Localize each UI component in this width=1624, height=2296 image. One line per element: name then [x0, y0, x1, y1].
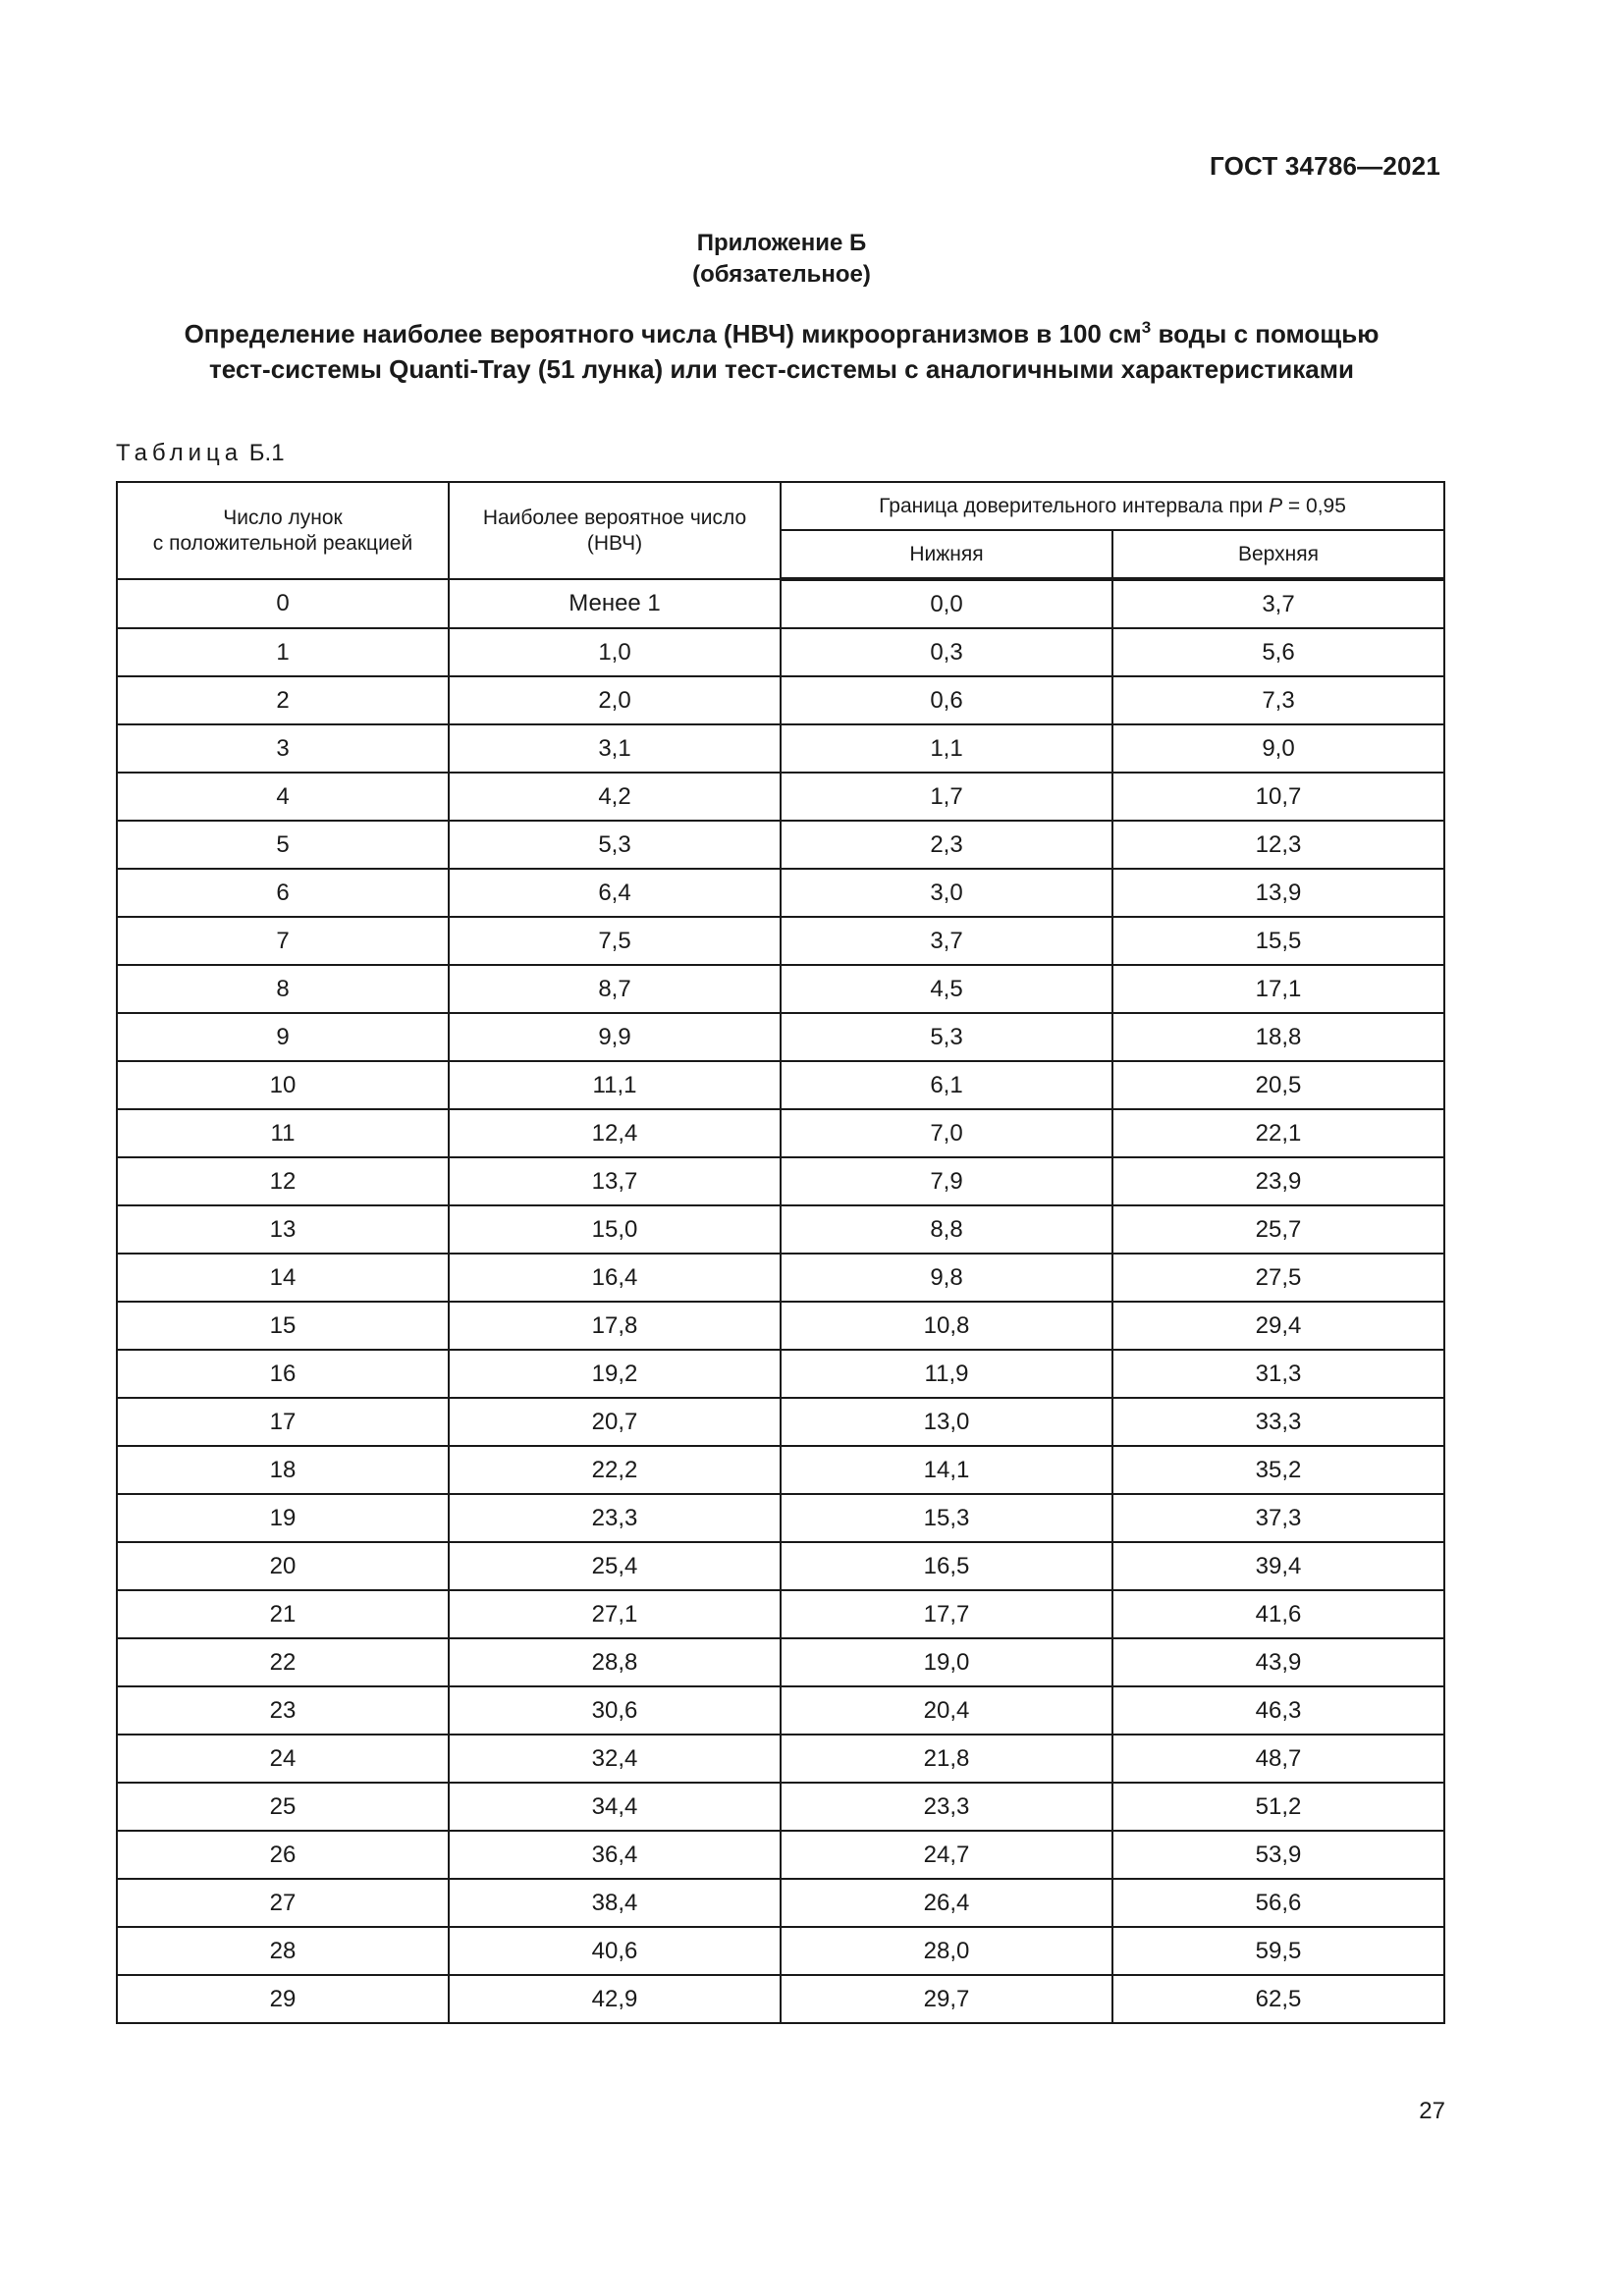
- table-row: [117, 965, 1444, 1013]
- cell-mpn: Менее 1: [449, 579, 781, 628]
- cell-lower-limit: 4,5: [781, 965, 1112, 1013]
- cell-upper-limit: 20,5: [1112, 1061, 1444, 1109]
- cell-mpn: 8,7: [449, 965, 781, 1013]
- cell-mpn: 9,9: [449, 1013, 781, 1061]
- cell-upper-limit: 9,0: [1112, 724, 1444, 773]
- cell-positive-wells: 26: [117, 1831, 449, 1879]
- cell-lower-limit: 29,7: [781, 1975, 1112, 2023]
- table-row: [117, 1254, 1444, 1302]
- table-row: [117, 1927, 1444, 1975]
- cell-upper-limit: 27,5: [1112, 1254, 1444, 1302]
- cell-positive-wells: 19: [117, 1494, 449, 1542]
- cell-mpn: 1,0: [449, 628, 781, 676]
- cell-mpn: 40,6: [449, 1927, 781, 1975]
- cell-positive-wells: 9: [117, 1013, 449, 1061]
- cell-upper-limit: 12,3: [1112, 821, 1444, 869]
- table-row: [117, 1590, 1444, 1638]
- cell-mpn: 17,8: [449, 1302, 781, 1350]
- cell-lower-limit: 0,6: [781, 676, 1112, 724]
- cell-lower-limit: 7,9: [781, 1157, 1112, 1205]
- cell-mpn: 20,7: [449, 1398, 781, 1446]
- cell-lower-limit: 0,0: [781, 579, 1112, 628]
- cell-lower-limit: 8,8: [781, 1205, 1112, 1254]
- cell-upper-limit: 62,5: [1112, 1975, 1444, 2023]
- cell-positive-wells: 3: [117, 724, 449, 773]
- table-row: [117, 1350, 1444, 1398]
- standard-designation: ГОСТ 34786—2021: [1210, 151, 1440, 181]
- table-row: [117, 676, 1444, 724]
- table-row: [117, 869, 1444, 917]
- cell-positive-wells: 18: [117, 1446, 449, 1494]
- cell-positive-wells: 4: [117, 773, 449, 821]
- document-title: [0, 316, 1563, 387]
- cell-lower-limit: 21,8: [781, 1735, 1112, 1783]
- cell-positive-wells: 24: [117, 1735, 449, 1783]
- cell-mpn: 27,1: [449, 1590, 781, 1638]
- cell-mpn: 16,4: [449, 1254, 781, 1302]
- header-ci-suffix: = 0,95: [1282, 494, 1346, 517]
- cell-positive-wells: 20: [117, 1542, 449, 1590]
- cell-upper-limit: 37,3: [1112, 1494, 1444, 1542]
- table-body: [117, 579, 1444, 2023]
- cell-lower-limit: 10,8: [781, 1302, 1112, 1350]
- table-row: [117, 1735, 1444, 1783]
- header-ci-variable: P: [1269, 494, 1283, 517]
- cell-upper-limit: 43,9: [1112, 1638, 1444, 1686]
- cell-mpn: 11,1: [449, 1061, 781, 1109]
- cell-upper-limit: 5,6: [1112, 628, 1444, 676]
- cell-mpn: 25,4: [449, 1542, 781, 1590]
- cell-lower-limit: 14,1: [781, 1446, 1112, 1494]
- cell-positive-wells: 23: [117, 1686, 449, 1735]
- cell-upper-limit: 33,3: [1112, 1398, 1444, 1446]
- cell-mpn: 12,4: [449, 1109, 781, 1157]
- cell-lower-limit: 11,9: [781, 1350, 1112, 1398]
- mpn-table: [116, 481, 1445, 2024]
- cell-lower-limit: 13,0: [781, 1398, 1112, 1446]
- title-line-1: [0, 316, 1563, 351]
- table-row: [117, 773, 1444, 821]
- cell-positive-wells: 15: [117, 1302, 449, 1350]
- cell-mpn: 28,8: [449, 1638, 781, 1686]
- cell-lower-limit: 15,3: [781, 1494, 1112, 1542]
- cell-mpn: 4,2: [449, 773, 781, 821]
- table-row: [117, 1638, 1444, 1686]
- cell-mpn: 32,4: [449, 1735, 781, 1783]
- annex-heading: [0, 228, 1563, 291]
- cell-positive-wells: 7: [117, 917, 449, 965]
- cell-positive-wells: 17: [117, 1398, 449, 1446]
- cell-upper-limit: 39,4: [1112, 1542, 1444, 1590]
- cell-lower-limit: 20,4: [781, 1686, 1112, 1735]
- title-line-2: тест-системы Quanti-Tray (51 лунка) или тест-системы с аналогичными характеристиками: [209, 354, 1354, 384]
- cell-upper-limit: 15,5: [1112, 917, 1444, 965]
- cell-mpn: 22,2: [449, 1446, 781, 1494]
- table-row: [117, 579, 1444, 628]
- cell-mpn: 42,9: [449, 1975, 781, 2023]
- cell-mpn: 15,0: [449, 1205, 781, 1254]
- cell-mpn: 6,4: [449, 869, 781, 917]
- table-row: [117, 1879, 1444, 1927]
- cell-lower-limit: 5,3: [781, 1013, 1112, 1061]
- title-line-1-tail: воды с помощью: [1151, 319, 1380, 348]
- cell-lower-limit: 28,0: [781, 1927, 1112, 1975]
- cell-upper-limit: 31,3: [1112, 1350, 1444, 1398]
- cell-positive-wells: 6: [117, 869, 449, 917]
- table-row: [117, 1157, 1444, 1205]
- header-mpn: [449, 482, 781, 579]
- cell-positive-wells: 21: [117, 1590, 449, 1638]
- table-row: [117, 1975, 1444, 2023]
- cell-lower-limit: 0,3: [781, 628, 1112, 676]
- cell-mpn: 34,4: [449, 1783, 781, 1831]
- cell-lower-limit: 3,7: [781, 917, 1112, 965]
- title-line-1-text: Определение наиболее вероятного числа (НВЧ) микроорганизмов в 100 см: [184, 319, 1142, 348]
- table-row: [117, 1061, 1444, 1109]
- header-positive-wells-line-1: Число лунок: [223, 506, 343, 529]
- cell-positive-wells: 10: [117, 1061, 449, 1109]
- cell-lower-limit: 6,1: [781, 1061, 1112, 1109]
- cell-upper-limit: 18,8: [1112, 1013, 1444, 1061]
- header-lower: Нижняя: [781, 530, 1112, 579]
- header-confidence-interval: [781, 482, 1444, 530]
- cell-positive-wells: 29: [117, 1975, 449, 2023]
- cell-lower-limit: 3,0: [781, 869, 1112, 917]
- table-row: [117, 917, 1444, 965]
- cell-positive-wells: 16: [117, 1350, 449, 1398]
- cell-upper-limit: 3,7: [1112, 579, 1444, 628]
- table-row: [117, 1398, 1444, 1446]
- cell-positive-wells: 13: [117, 1205, 449, 1254]
- cell-mpn: 36,4: [449, 1831, 781, 1879]
- cell-mpn: 3,1: [449, 724, 781, 773]
- cell-positive-wells: 1: [117, 628, 449, 676]
- cell-positive-wells: 25: [117, 1783, 449, 1831]
- table-row: [117, 1013, 1444, 1061]
- cell-upper-limit: 46,3: [1112, 1686, 1444, 1735]
- cell-upper-limit: 22,1: [1112, 1109, 1444, 1157]
- header-mpn-line-1: Наиболее вероятное число: [482, 506, 747, 529]
- cell-positive-wells: 0: [117, 579, 449, 628]
- cell-positive-wells: 8: [117, 965, 449, 1013]
- table-row: [117, 821, 1444, 869]
- page-number: 27: [1419, 2098, 1445, 2124]
- table-row: [117, 724, 1444, 773]
- cell-lower-limit: 7,0: [781, 1109, 1112, 1157]
- cell-positive-wells: 28: [117, 1927, 449, 1975]
- table-row: [117, 628, 1444, 676]
- cell-upper-limit: 7,3: [1112, 676, 1444, 724]
- table-row: [117, 1831, 1444, 1879]
- cell-upper-limit: 59,5: [1112, 1927, 1444, 1975]
- table-caption: [116, 440, 285, 467]
- cell-positive-wells: 2: [117, 676, 449, 724]
- table-row: [117, 1109, 1444, 1157]
- cell-mpn: 2,0: [449, 676, 781, 724]
- table-row: [117, 1783, 1444, 1831]
- table-row: [117, 1446, 1444, 1494]
- table-row: [117, 1494, 1444, 1542]
- cell-positive-wells: 11: [117, 1109, 449, 1157]
- cell-mpn: 38,4: [449, 1879, 781, 1927]
- cell-lower-limit: 19,0: [781, 1638, 1112, 1686]
- cell-lower-limit: 16,5: [781, 1542, 1112, 1590]
- cell-lower-limit: 17,7: [781, 1590, 1112, 1638]
- cell-lower-limit: 24,7: [781, 1831, 1112, 1879]
- cell-upper-limit: 41,6: [1112, 1590, 1444, 1638]
- cell-upper-limit: 10,7: [1112, 773, 1444, 821]
- cell-upper-limit: 35,2: [1112, 1446, 1444, 1494]
- cell-mpn: 7,5: [449, 917, 781, 965]
- cell-positive-wells: 12: [117, 1157, 449, 1205]
- table-row: [117, 1302, 1444, 1350]
- header-positive-wells: [117, 482, 449, 579]
- cell-positive-wells: 22: [117, 1638, 449, 1686]
- cell-upper-limit: 51,2: [1112, 1783, 1444, 1831]
- cell-upper-limit: 13,9: [1112, 869, 1444, 917]
- cell-positive-wells: 27: [117, 1879, 449, 1927]
- cell-lower-limit: 1,7: [781, 773, 1112, 821]
- cell-upper-limit: 53,9: [1112, 1831, 1444, 1879]
- cell-upper-limit: 56,6: [1112, 1879, 1444, 1927]
- cell-mpn: 23,3: [449, 1494, 781, 1542]
- cell-positive-wells: 5: [117, 821, 449, 869]
- table-caption-word: Таблица: [116, 440, 244, 466]
- header-mpn-line-2: (НВЧ): [586, 531, 643, 555]
- cell-upper-limit: 17,1: [1112, 965, 1444, 1013]
- title-superscript: 3: [1141, 318, 1152, 337]
- cell-upper-limit: 25,7: [1112, 1205, 1444, 1254]
- cell-mpn: 30,6: [449, 1686, 781, 1735]
- table-row: [117, 1542, 1444, 1590]
- cell-lower-limit: 26,4: [781, 1879, 1112, 1927]
- annex-name: Приложение Б: [696, 230, 867, 256]
- cell-upper-limit: 48,7: [1112, 1735, 1444, 1783]
- cell-upper-limit: 29,4: [1112, 1302, 1444, 1350]
- header-positive-wells-line-2: с положительной реакцией: [152, 531, 413, 555]
- cell-mpn: 13,7: [449, 1157, 781, 1205]
- cell-lower-limit: 1,1: [781, 724, 1112, 773]
- cell-upper-limit: 23,9: [1112, 1157, 1444, 1205]
- cell-lower-limit: 23,3: [781, 1783, 1112, 1831]
- header-ci-prefix: Граница доверительного интервала при: [879, 494, 1270, 517]
- table-caption-id: Б.1: [248, 440, 285, 466]
- cell-positive-wells: 14: [117, 1254, 449, 1302]
- cell-lower-limit: 2,3: [781, 821, 1112, 869]
- cell-lower-limit: 9,8: [781, 1254, 1112, 1302]
- table-row: [117, 1686, 1444, 1735]
- annex-status: (обязательное): [692, 261, 871, 288]
- cell-mpn: 5,3: [449, 821, 781, 869]
- header-upper: Верхняя: [1112, 530, 1444, 579]
- table-row: [117, 1205, 1444, 1254]
- cell-mpn: 19,2: [449, 1350, 781, 1398]
